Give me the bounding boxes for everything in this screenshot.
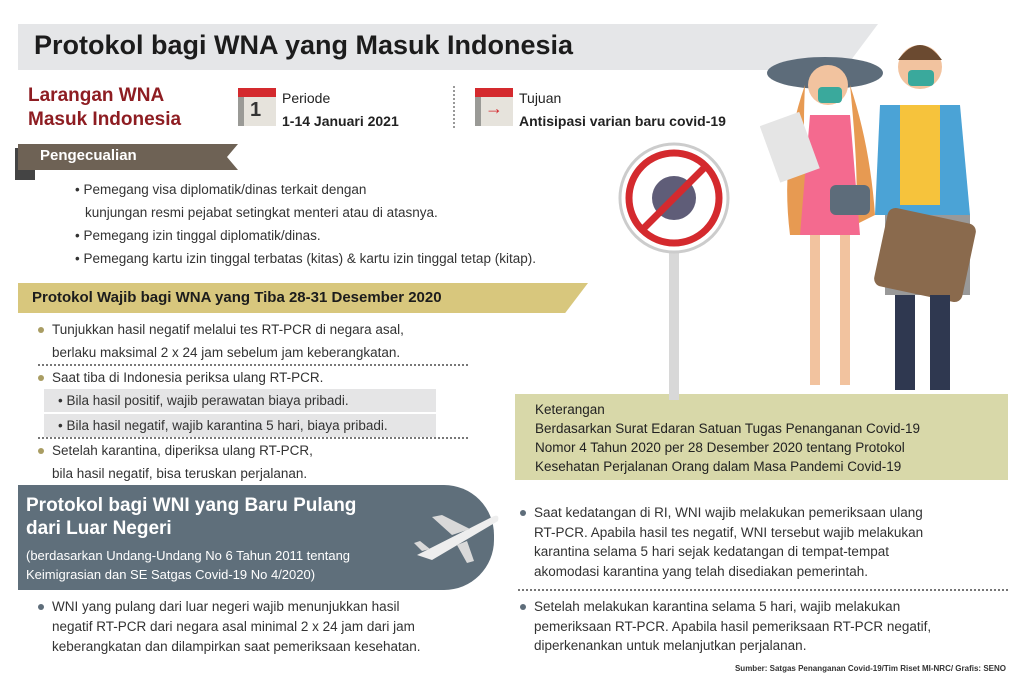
calendar-arrow-icon: → [475,88,513,126]
source-credit: Sumber: Satgas Penanganan Covid-19/Tim Riset MI-NRC/ Grafis: SENO [734,664,1006,673]
keterangan-box [515,394,1008,480]
tujuan-value: Antisipasi varian baru covid-19 [519,113,726,129]
wni-title-line: Protokol bagi WNI yang Baru Pulang [26,495,357,516]
calendar-number: 1 [250,99,262,121]
pengecualian-title: Pengecualian [40,147,137,164]
list-item: berlaku maksimal 2 x 24 jam sebelum jam keberangkatan. [52,345,401,360]
tujuan-label: Tujuan [519,90,562,106]
list-item: Saat tiba di Indonesia periksa ulang RT-PCR. [52,370,324,385]
wni-subtitle [26,546,350,584]
list-item: Tunjukkan hasil negatif melalui tes RT-PCR di negara asal, [52,322,404,337]
airplane-icon [412,505,502,565]
travelers-illustration [760,35,1000,395]
list-item: Saat kedatangan di RI, WNI wajib melakukan pemeriksaan ulang [534,505,923,520]
list-item: pemeriksaan RT-PCR. Apabila hasil pemeriksaan RT-PCR negatif, [534,618,932,634]
keterangan-line: Berdasarkan Surat Edaran Satuan Tugas Penanganan Covid-19 [535,421,921,436]
list-item: Setelah melakukan karantina selama 5 hari, wajib melakukan [534,599,901,614]
calendar-icon [238,88,276,126]
list-item: Pemegang kartu izin tinggal terbatas (kitas) & kartu izin tinggal tetap (kitap). [83,251,536,266]
list-item: RT-PCR. Apabila hasil tes negatif, WNI tersebut wajib melakukan [534,524,924,540]
list-item: Bila hasil negatif, wajib karantina 5 hari, biaya pribadi. [66,418,388,433]
wni-sub-line: Keimigrasian dan SE Satgas Covid-19 No 4/2020) [26,567,316,582]
wajib-list: Tunjukkan hasil negatif melalui tes RT-PCR di negara asal, berlaku maksimal 2 x 24 jam sebelum jam keberangkatan. Saat tiba di Indonesia periksa ulang RT-PCR. • Bila hasil positif, wajib perawatan biaya pribadi. • Bila hasil negatif, wajib karantina 5 hari, biaya pribadi. Setelah karantina, diperiksa ulang RT-PCR, bila hasil negatif, bisa teruskan perjalanan. [38,318,438,485]
keterangan-line: Nomor 4 Tahun 2020 per 28 Desember 2020 tentang Protokol [535,440,905,455]
pengecualian-list: • Pemegang visa diplomatik/dinas terkait dengan kunjungan resmi pejabat setingkat menteri atau di atasnya. • Pemegang izin tinggal diplomatik/dinas. • Pemegang kartu izin tinggal terbatas (kitas) & kartu izin tinggal tetap (kitap). [75,182,536,266]
wajib-title: Protokol Wajib bagi WNA yang Tiba 28-31 Desember 2020 [32,289,442,306]
list-item: Pemegang izin tinggal diplomatik/dinas. [83,228,321,243]
page-title: Protokol bagi WNA yang Masuk Indonesia [34,30,574,60]
list-item: bila hasil negatif, bisa teruskan perjalanan. [52,466,308,481]
list-item: karantina selama 5 hari sejak kedatangan di tempat-tempat [534,544,889,559]
list-item: diperkenankan untuk melanjutkan perjalanan. [534,638,807,653]
wni-list-left [38,597,420,657]
ban-line: Larangan WNA [28,85,165,106]
wni-title [26,494,356,540]
list-item: keberangkatan dan dilampirkan saat pemeriksaan kesehatan. [52,639,421,654]
ban-heading [28,84,181,132]
list-item: Bila hasil positif, wajib perawatan biaya pribadi. [66,393,349,408]
list-item: kunjungan resmi pejabat setingkat menteri atau di atasnya. [85,205,438,220]
wni-title-line: dari Luar Negeri [26,518,172,539]
periode-label: Periode [282,90,331,106]
wni-sub-line: (berdasarkan Undang-Undang No 6 Tahun 2011 tentang [26,548,351,563]
ban-line: Masuk Indonesia [28,109,182,130]
keterangan-title: Keterangan [535,402,605,417]
list-item: Setelah karantina, diperiksa ulang RT-PCR, [52,443,313,458]
wni-list-right [520,503,1008,656]
list-item: negatif RT-PCR dari negara asal minimal 2 x 24 jam dari jam [52,619,415,634]
list-item: WNI yang pulang dari luar negeri wajib menunjukkan hasil [52,599,400,614]
no-virus-sign-icon [610,140,740,400]
divider [453,86,455,128]
list-item: Pemegang visa diplomatik/dinas terkait dengan [83,182,367,197]
keterangan-line: Kesehatan Perjalanan Orang dalam Masa Pandemi Covid-19 [535,459,902,474]
periode-value: 1-14 Januari 2021 [282,113,399,129]
list-item: akomodasi karantina yang telah disediakan pemerintah. [534,563,868,579]
